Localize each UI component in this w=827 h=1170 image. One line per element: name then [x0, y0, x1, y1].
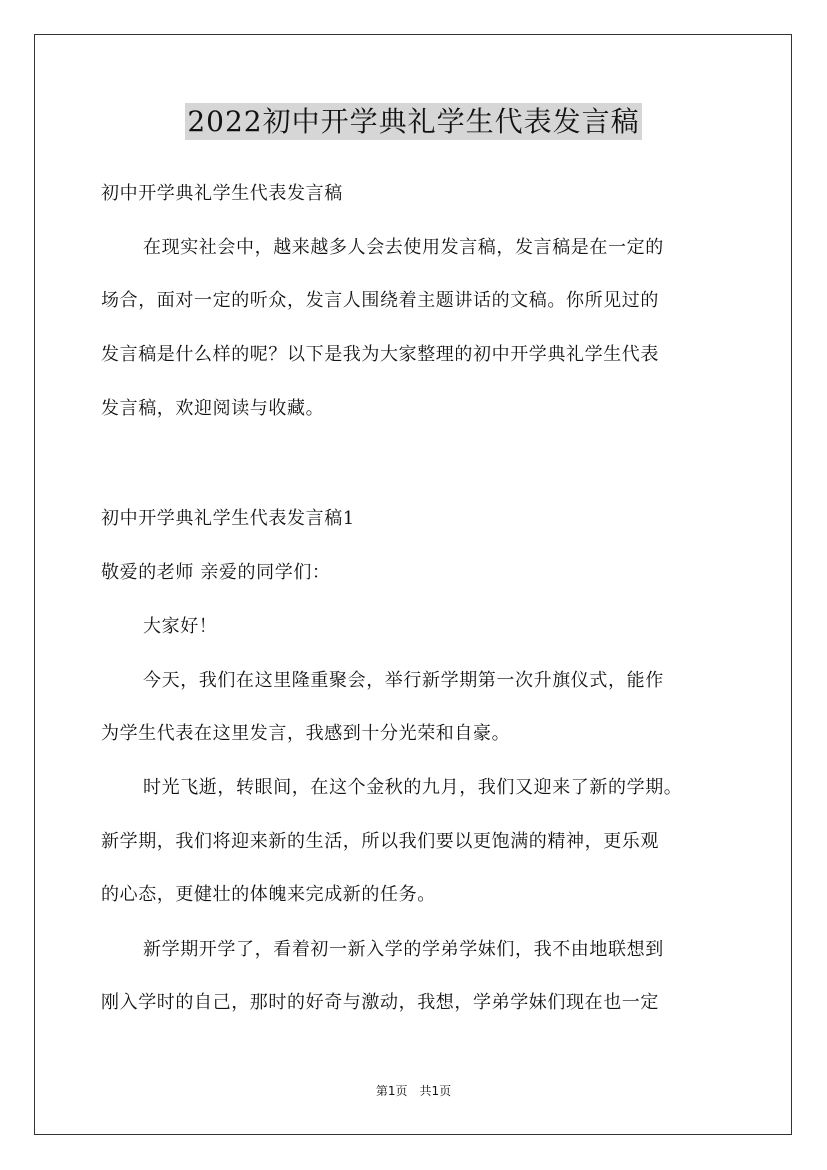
paragraph-line: 今天，我们在这里隆重聚会，举行新学期第一次升旗仪式，能作 [143, 670, 664, 691]
paragraph-line: 时光飞逝，转眼间，在这个金秋的九月，我们又迎来了新的学期。 [143, 777, 683, 798]
paragraph-line: 新学期，我们将迎来新的生活，所以我们要以更饱满的精神，更乐观 [101, 831, 659, 852]
salutation-line: 敬爱的老师 亲爱的同学们： [101, 562, 331, 583]
paragraph-line: 新学期开学了，看着初一新入学的学弟学妹们，我不由地联想到 [143, 939, 664, 960]
paragraph-line: 发言稿，欢迎阅读与收藏。 [101, 398, 325, 419]
paragraph-line: 场合，面对一定的听众，发言人围绕着主题讲话的文稿。你所见过的 [101, 290, 659, 311]
document-title [0, 98, 827, 146]
paragraph-line: 的心态，更健壮的体魄来完成新的任务。 [101, 884, 436, 905]
document-title-text: 2022初中开学典礼学生代表发言稿 [187, 105, 640, 138]
page-footer: 第1页 共1页 [375, 1084, 452, 1098]
greeting-line: 大家好！ [143, 616, 218, 637]
subtitle-line: 初中开学典礼学生代表发言稿 [101, 183, 343, 204]
paragraph-line: 为学生代表在这里发言，我感到十分光荣和自豪。 [101, 723, 511, 744]
paragraph-line: 在现实社会中，越来越多人会去使用发言稿，发言稿是在一定的 [143, 237, 664, 258]
section-heading: 初中开学典礼学生代表发言稿1 [101, 508, 355, 529]
paragraph-line: 发言稿是什么样的呢？以下是我为大家整理的初中开学典礼学生代表 [101, 344, 659, 365]
paragraph-line: 刚入学时的自己，那时的好奇与激动，我想，学弟学妹们现在也一定 [101, 992, 659, 1013]
